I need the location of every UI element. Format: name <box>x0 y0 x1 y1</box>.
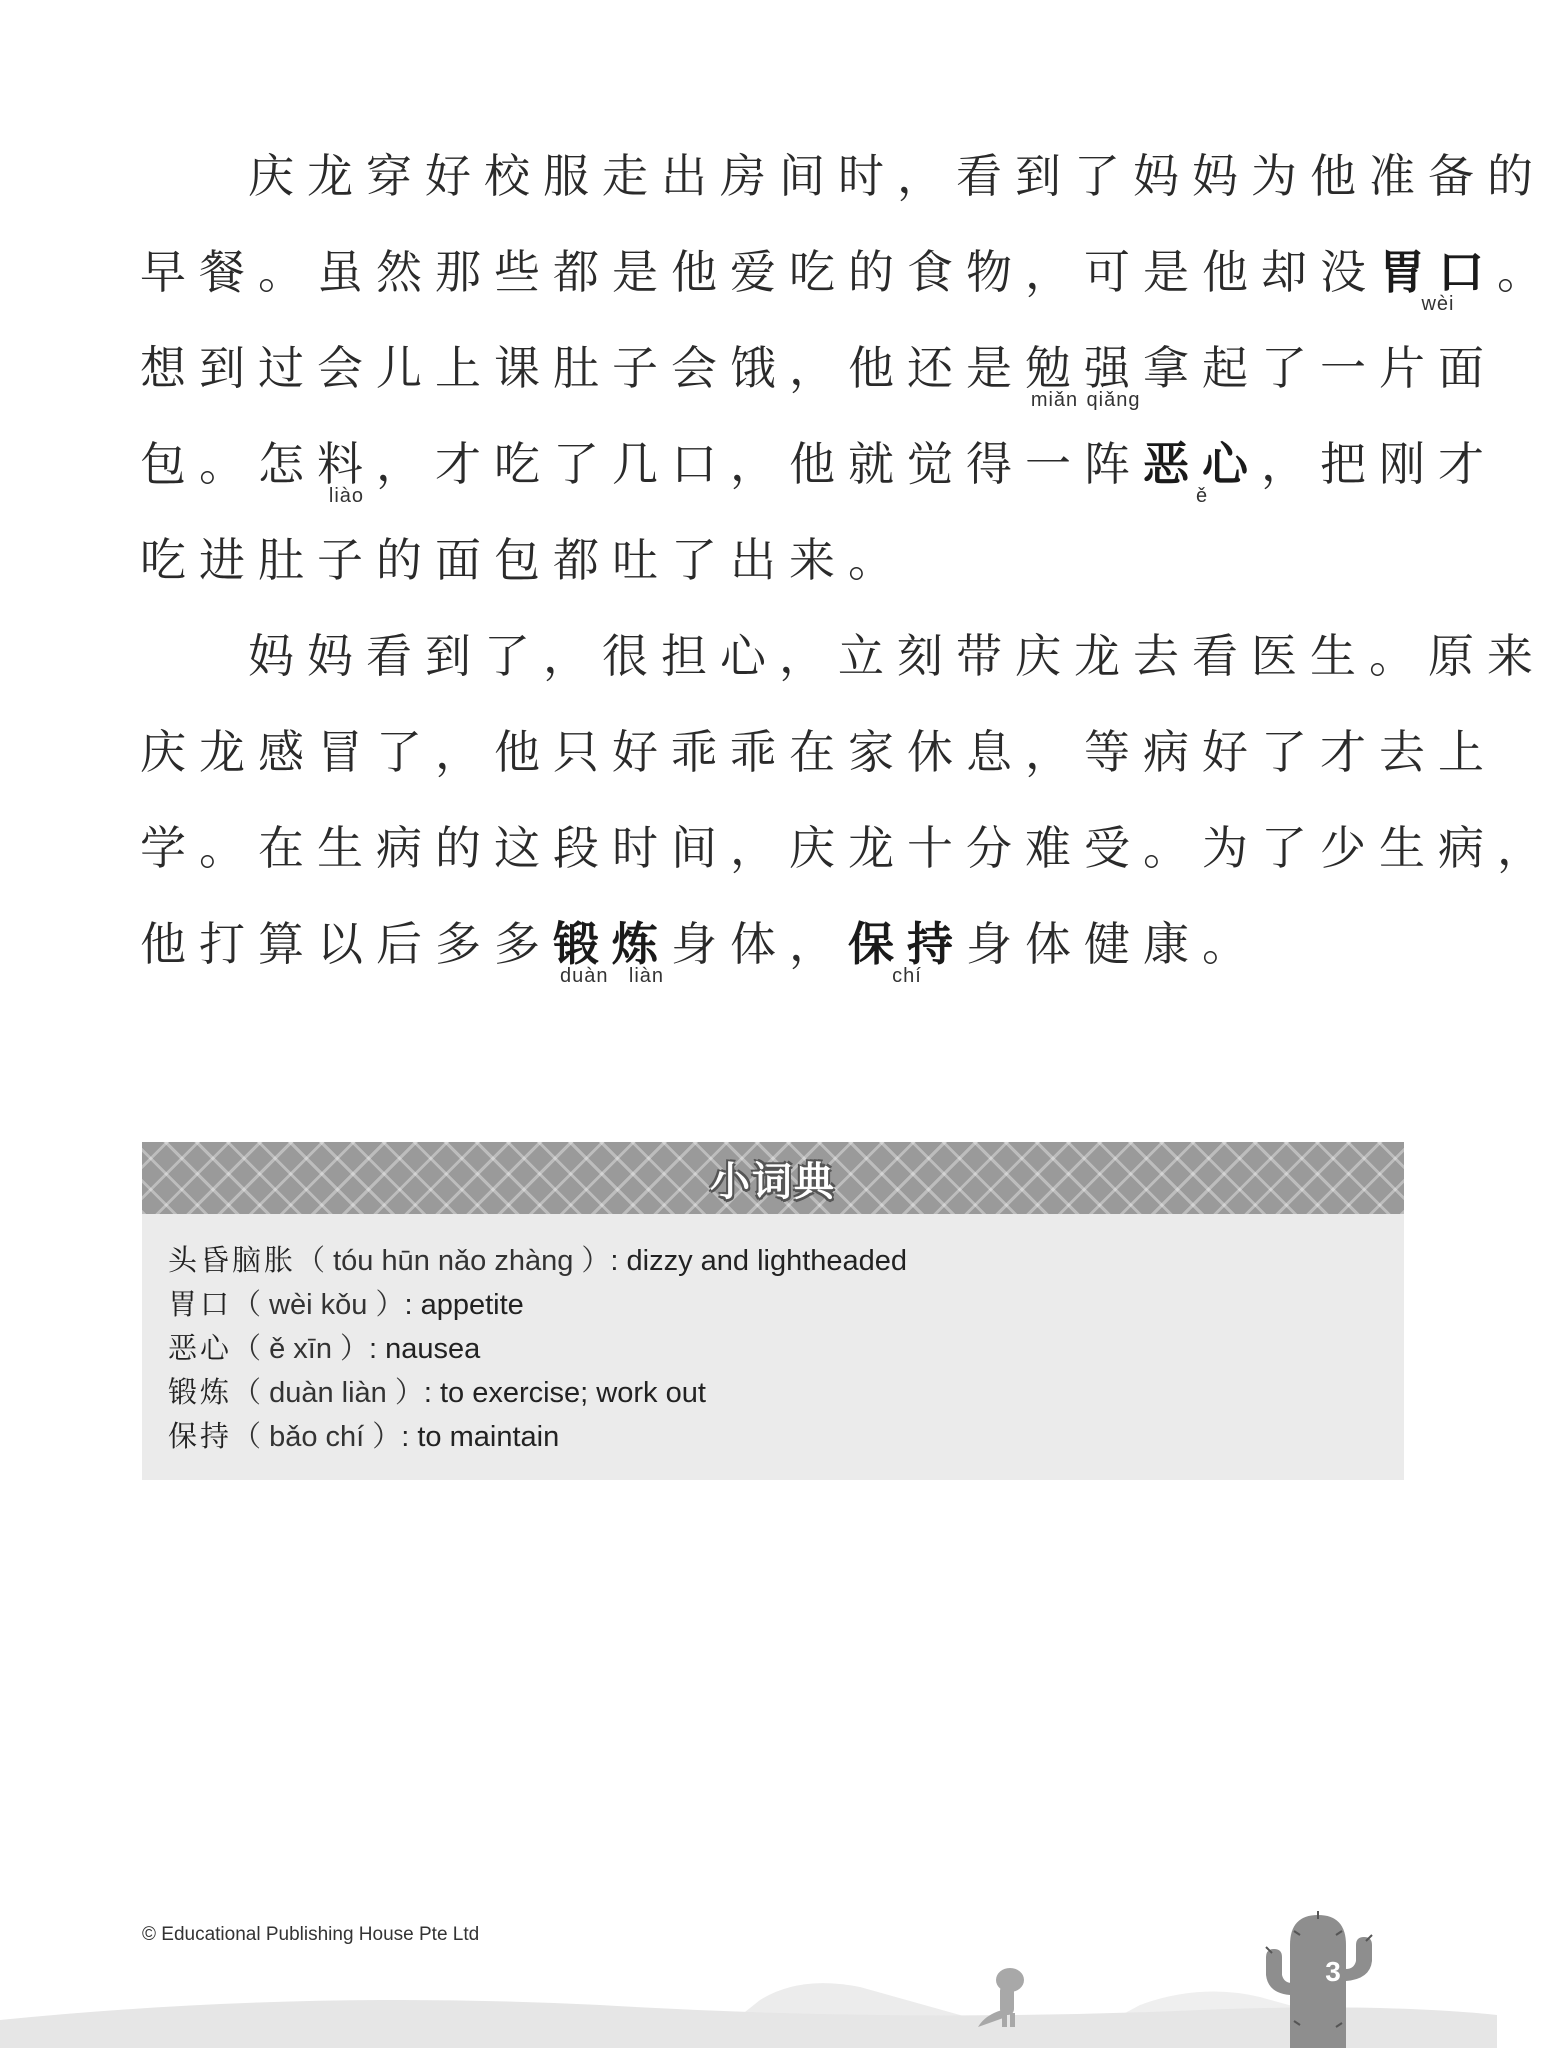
page-number: 3 <box>1325 1956 1341 1987</box>
story-line: 庆龙感冒了，他只好乖乖在家休息，等病好了才去上 <box>140 725 1497 779</box>
text: 包。怎 <box>140 437 317 491</box>
keyword-weikou: 胃口wèi <box>1379 245 1497 315</box>
entry-word: 头昏脑胀 <box>168 1243 297 1277</box>
entry-meaning: : dizzy and lightheaded <box>610 1245 908 1277</box>
pinyin-annotation: ě <box>1143 485 1261 507</box>
dictionary-entry <box>168 1326 907 1370</box>
story-line <box>140 896 1402 992</box>
story-line: 吃进肚子的面包都吐了出来。 <box>140 533 907 587</box>
dictionary-entry <box>168 1370 907 1414</box>
keyword-duanlian: 锻炼duàn liàn <box>553 917 671 987</box>
pinyin-annotation: liào <box>317 485 376 507</box>
pinyin-annotation: qiǎng <box>1084 389 1143 411</box>
keyword-exin: 恶心ě <box>1143 437 1261 507</box>
entry-meaning: : nausea <box>369 1333 481 1365</box>
dictionary-entry <box>168 1414 907 1458</box>
story-line <box>140 224 1556 320</box>
dictionary-entry <box>168 1238 907 1282</box>
entry-word: 恶心 <box>168 1331 233 1365</box>
story-line: 妈妈看到了，很担心，立刻带庆龙去看医生。原来 <box>248 629 1546 683</box>
word-mian: 勉miǎn <box>1025 341 1084 411</box>
entry-word: 保持 <box>168 1419 233 1453</box>
story-text <box>140 128 1556 992</box>
pinyin-annotation: wèi <box>1379 293 1497 315</box>
entry-word: 锻炼 <box>168 1375 233 1409</box>
text: 他打算以后多多 <box>140 917 553 971</box>
story-line <box>140 416 1497 512</box>
pinyin-annotation: duàn liàn <box>553 965 671 987</box>
text: ，才吃了几口，他就觉得一阵 <box>376 437 1143 491</box>
dictionary-box <box>142 1142 1404 1480</box>
text: 早餐。虽然那些都是他爱吃的食物，可是他却没 <box>140 245 1379 299</box>
copyright-text: © Educational Publishing House Pte Ltd <box>142 1924 480 1945</box>
story-line: 庆龙穿好校服走出房间时，看到了妈妈为他准备的 <box>248 149 1546 203</box>
entry-meaning: : appetite <box>404 1289 524 1321</box>
entry-pinyin: （ duàn liàn ） <box>232 1377 424 1409</box>
story-line <box>140 320 1497 416</box>
entry-pinyin: （ bǎo chí ） <box>232 1421 402 1453</box>
keyword-baochi: 保持chí <box>848 917 966 987</box>
entry-meaning: : to exercise; work out <box>423 1377 706 1409</box>
text: 拿起了一片面 <box>1143 341 1497 395</box>
story-line: 学。在生病的这段时间，庆龙十分难受。为了少生病， <box>140 821 1556 875</box>
dictionary-entry <box>168 1282 907 1326</box>
text: ，把刚才 <box>1261 437 1497 491</box>
entry-meaning: : to maintain <box>401 1421 560 1453</box>
text: 身体， <box>671 917 848 971</box>
entry-pinyin: （ wèi kǒu ） <box>232 1289 405 1321</box>
pinyin-annotation: chí <box>848 965 966 987</box>
dictionary-title: 小词典 <box>710 1159 836 1205</box>
entry-pinyin: （ ě xīn ） <box>232 1333 370 1365</box>
entry-word: 胃口 <box>168 1287 233 1321</box>
word-liao: 料liào <box>317 437 376 507</box>
text: 身体健康。 <box>966 917 1261 971</box>
text: 。 <box>1497 245 1556 299</box>
pinyin-annotation: miǎn <box>1025 389 1084 411</box>
dictionary-entries <box>168 1238 907 1458</box>
entry-pinyin: （ tóu hūn nǎo zhàng ） <box>296 1245 611 1277</box>
text: 想到过会儿上课肚子会饿，他还是 <box>140 341 1025 395</box>
word-qiang: 强qiǎng <box>1084 341 1143 411</box>
